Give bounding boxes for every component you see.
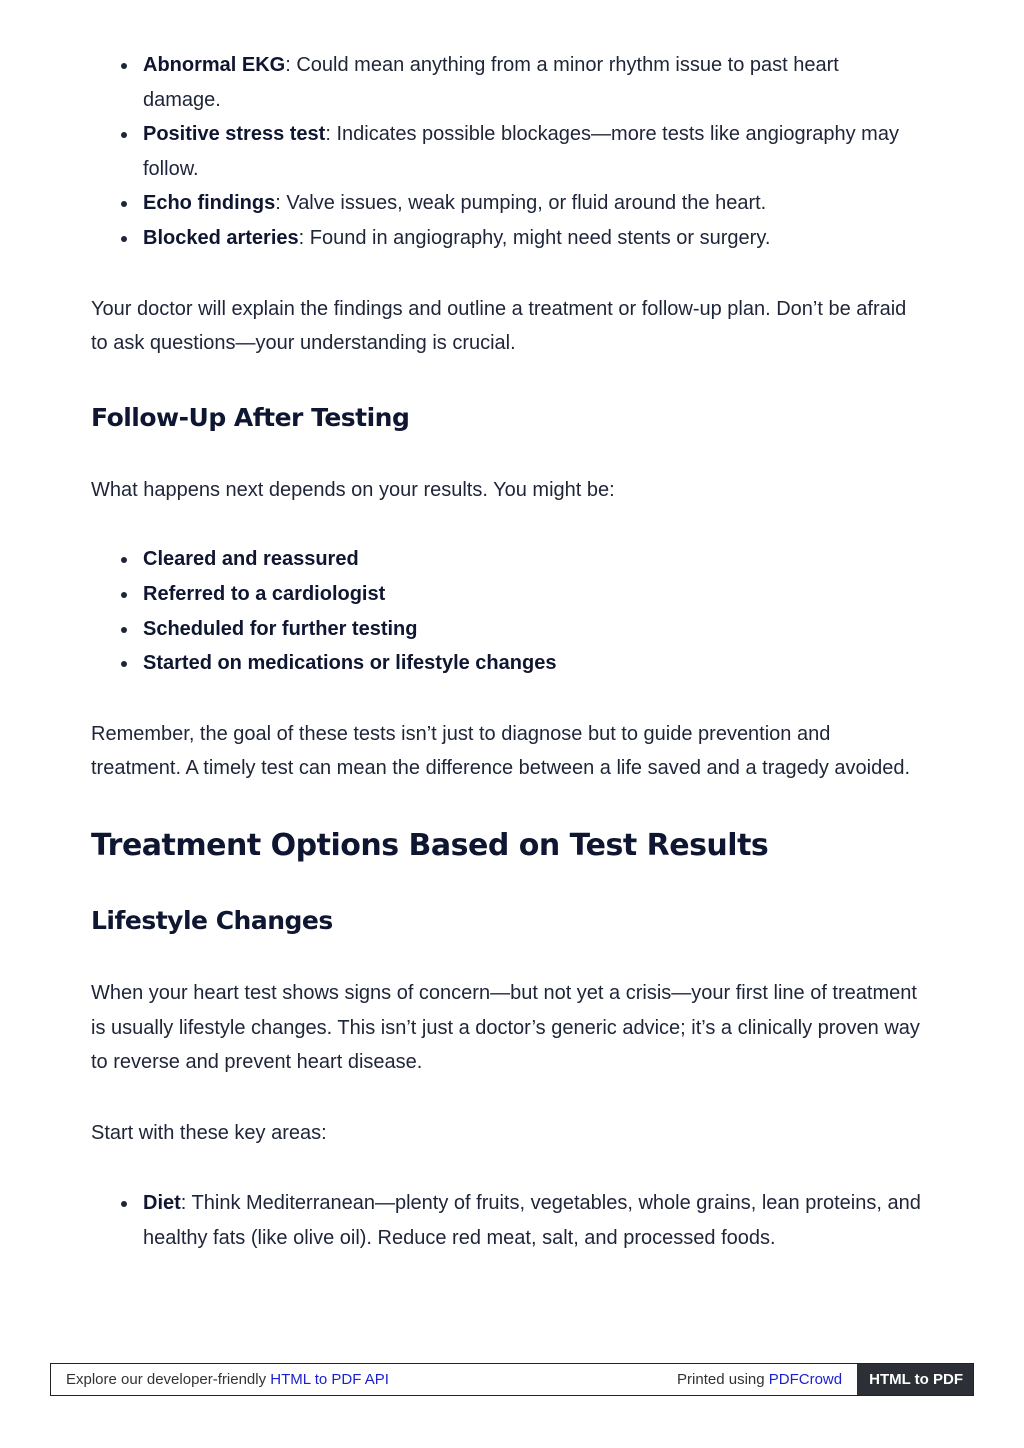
- list-item-text: : Could mean anything from a minor rhythm issue to past heart damage.: [143, 54, 839, 111]
- paragraph-next: What happens next depends on your results. You might be:: [91, 478, 615, 501]
- list-item-term: Positive stress test: [143, 123, 326, 146]
- follow-up-list: [91, 542, 921, 680]
- list-item: [143, 577, 921, 612]
- paragraph-key-areas: Start with these key areas:: [91, 1121, 327, 1144]
- list-item-term: Cleared and reassured: [143, 548, 359, 571]
- list-item: [143, 1186, 921, 1255]
- html-to-pdf-api-link[interactable]: HTML to PDF API: [270, 1371, 389, 1388]
- list-item: [143, 221, 921, 256]
- pdfcrowd-link[interactable]: PDFCrowd: [768, 1371, 843, 1388]
- heading-follow-up: Follow-Up After Testing: [91, 402, 410, 432]
- list-item-term: Referred to a cardiologist: [143, 582, 386, 605]
- paragraph-doctor: Your doctor will explain the findings and outline a treatment or follow-up plan. Don’t be afraid to ask questions—your understanding is crucial.: [91, 297, 907, 355]
- list-item-text: : Think Mediterranean—plenty of fruits, vegetables, whole grains, lean proteins, and healthy fats (like olive oil). Reduce red meat, salt, and processed foods.: [143, 1192, 921, 1249]
- list-item: [143, 48, 921, 117]
- list-item-term: Started on medications or lifestyle changes: [143, 652, 557, 675]
- key-areas-list: [91, 1186, 921, 1255]
- list-item-text: : Indicates possible blockages—more tests like angiography may follow.: [143, 123, 899, 180]
- paragraph-lifestyle: When your heart test shows signs of concern—but not yet a crisis—your first line of treatment is usually lifestyle changes. This isn’t just a doctor’s generic advice; it’s a clinically proven way to reverse and prevent heart disease.: [91, 981, 920, 1074]
- article-content: [91, 48, 921, 1255]
- list-item: [143, 117, 921, 186]
- list-item: [143, 646, 921, 681]
- list-item-term: Echo findings: [143, 192, 276, 215]
- list-item-term: Blocked arteries: [143, 226, 299, 249]
- footer-explore-text: Explore our developer-friendly: [66, 1371, 271, 1388]
- footer-printed: [677, 1371, 857, 1388]
- list-item-text: : Valve issues, weak pumping, or fluid around the heart.: [275, 192, 767, 215]
- heading-treatment: Treatment Options Based on Test Results: [91, 827, 769, 863]
- list-item: [143, 186, 921, 221]
- list-item-text: : Found in angiography, might need stents or surgery.: [298, 226, 771, 249]
- heading-lifestyle: Lifestyle Changes: [91, 905, 333, 935]
- html-to-pdf-badge[interactable]: HTML to PDF: [857, 1364, 973, 1395]
- footer-explore: [51, 1371, 677, 1388]
- list-item-term: Scheduled for further testing: [143, 617, 418, 640]
- pdfcrowd-footer: [50, 1363, 974, 1396]
- list-item-term: Abnormal EKG: [143, 54, 286, 76]
- footer-printed-text: Printed using: [677, 1371, 769, 1388]
- paragraph-remember: Remember, the goal of these tests isn’t just to diagnose but to guide prevention and treatment. A timely test can mean the difference between a life saved and a tragedy avoided.: [91, 722, 911, 780]
- list-item-term: Diet: [143, 1192, 181, 1215]
- list-item: [143, 612, 921, 647]
- list-item: [143, 542, 921, 577]
- test-results-list: [91, 48, 921, 256]
